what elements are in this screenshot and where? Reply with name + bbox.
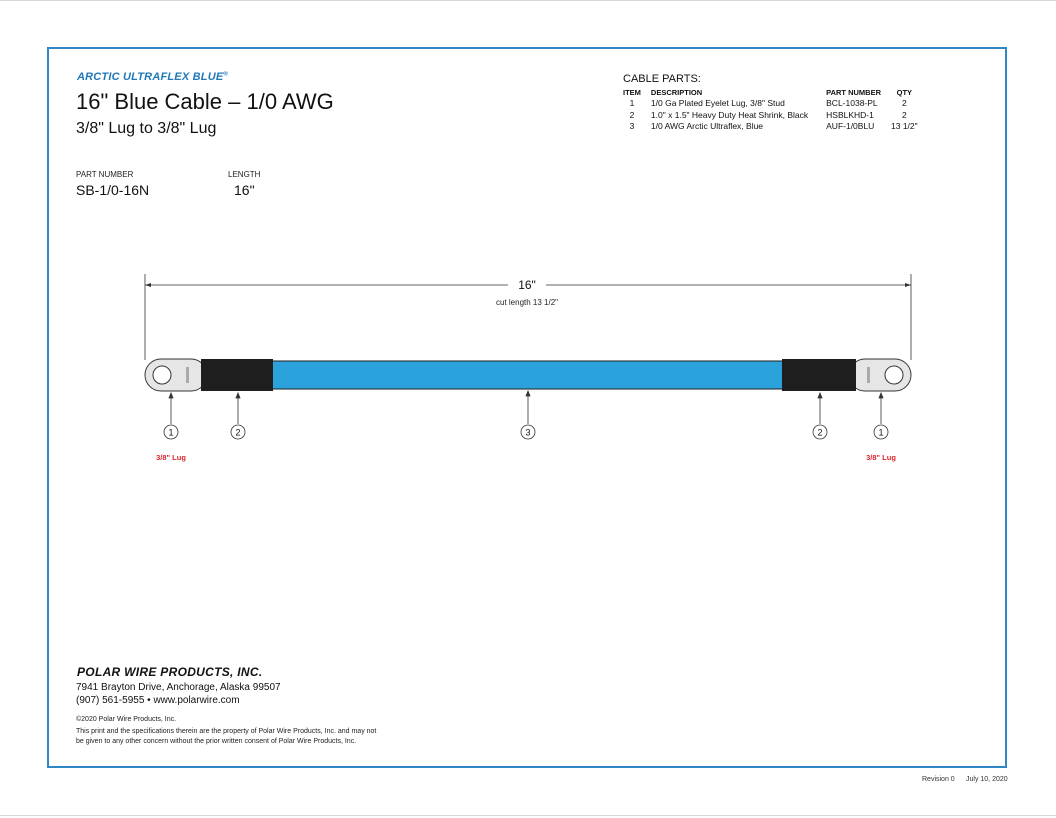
page-bottom-edge <box>0 815 1056 816</box>
page-subtitle: 3/8" Lug to 3/8" Lug <box>76 120 217 137</box>
length-value: 16" <box>234 182 255 198</box>
right-lug-label: 3/8" Lug <box>866 453 896 462</box>
part-number-label: PART NUMBER <box>76 170 134 179</box>
part-number-cell: BCL-1038-PL <box>826 98 878 108</box>
left-lug-barrel-mark <box>186 367 189 383</box>
legal-notice-line-1: This print and the specifications therein are the property of Polar Wire Products, Inc. and may not <box>76 728 377 735</box>
copyright-notice: ©2020 Polar Wire Products, Inc. <box>76 716 177 723</box>
legal-notice-line-2: be given to any other concern without the prior written consent of Polar Wire Products, Inc. <box>76 738 357 745</box>
callout-number: 1 <box>878 427 884 438</box>
column-header: DESCRIPTION <box>650 88 703 97</box>
column-header: PART NUMBER <box>826 88 881 97</box>
revision-label: Revision 0 <box>922 776 955 783</box>
cable-parts-heading: CABLE PARTS: <box>623 73 701 85</box>
column-header: QTY <box>896 88 913 97</box>
right-lug-hole <box>885 366 903 384</box>
qty-cell: 2 <box>901 98 907 108</box>
item-cell: 3 <box>629 121 635 131</box>
qty-cell: 2 <box>901 109 907 120</box>
item-cell: 2 <box>629 109 635 120</box>
callout-arrow <box>526 391 530 396</box>
description-cell: 1/0 AWG Arctic Ultraflex, Blue <box>650 121 764 131</box>
revision-date: July 10, 2020 <box>966 776 1008 783</box>
blue-cable <box>268 361 788 389</box>
brand-name: ARCTIC ULTRAFLEX BLUE® <box>77 71 228 83</box>
right-lug-barrel-mark <box>867 367 870 383</box>
description-cell: 1.0" x 1.5" Heavy Duty Heat Shrink, Black <box>650 109 809 120</box>
callout-arrow <box>236 393 240 398</box>
description-cell: 1/0 Ga Plated Eyelet Lug, 3/8" Stud <box>650 98 785 108</box>
left-lug-label: 3/8" Lug <box>156 453 186 462</box>
cut-length-label: cut length 13 1/2" <box>496 298 558 307</box>
item-cell: 1 <box>629 98 635 108</box>
dimension-arrow-left <box>145 283 151 287</box>
part-number-value: SB-1/0-16N <box>76 182 150 198</box>
callout-number: 3 <box>525 427 531 438</box>
company-contact: (907) 561-5955 • www.polarwire.com <box>76 695 240 706</box>
callout-arrow <box>169 393 173 398</box>
qty-cell: 13 1/2" <box>891 121 918 131</box>
company-name: POLAR WIRE PRODUCTS, INC. <box>77 665 263 679</box>
part-number-cell: HSBLKHD-1 <box>826 109 874 120</box>
length-label: LENGTH <box>228 170 261 179</box>
page-title: 16" Blue Cable – 1/0 AWG <box>76 89 334 114</box>
left-heat-shrink <box>201 359 273 391</box>
left-lug-hole <box>153 366 171 384</box>
part-number-cell: AUF-1/0BLU <box>826 121 875 131</box>
dimension-label: 16" <box>518 278 536 292</box>
company-address: 7941 Brayton Drive, Anchorage, Alaska 99507 <box>76 682 281 693</box>
callout-number: 2 <box>817 427 823 438</box>
callout-arrow <box>879 393 883 398</box>
callout-arrow <box>818 393 822 398</box>
callout-number: 2 <box>235 427 241 438</box>
right-heat-shrink <box>782 359 856 391</box>
callout-number: 1 <box>168 427 174 438</box>
column-header: ITEM <box>623 88 641 97</box>
dimension-arrow-right <box>905 283 911 287</box>
